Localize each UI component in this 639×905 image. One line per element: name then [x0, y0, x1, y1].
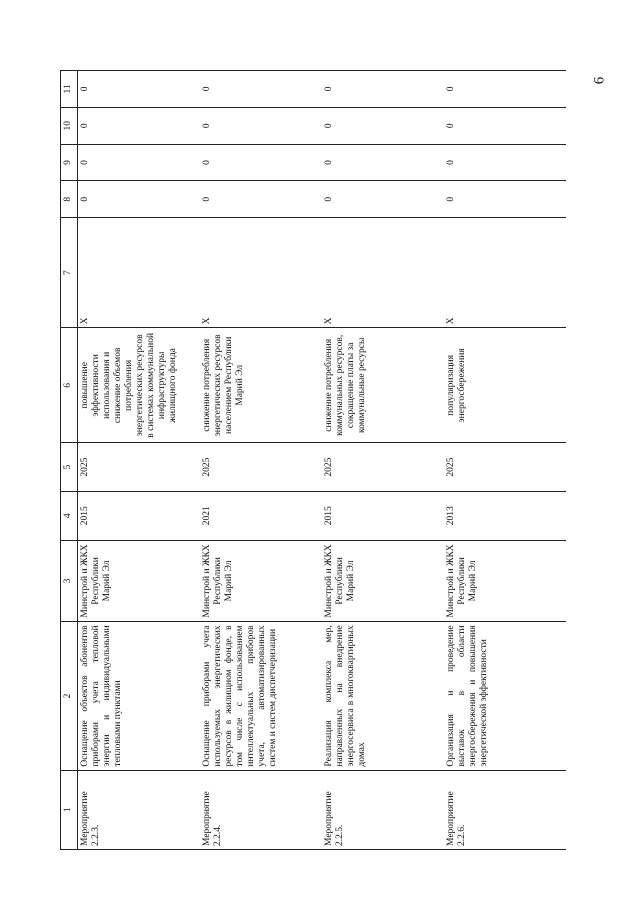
table-row	[322, 71, 444, 850]
activity-id: Мероприятие 2.2.6.	[444, 770, 566, 849]
activity-end-year: 2025	[322, 443, 444, 492]
column-header: 9	[61, 144, 78, 181]
activity-id: Мероприятие 2.2.4.	[200, 770, 322, 849]
activity-name: Оснащение объектов абонентов приборами учета тепловой энергии и индивидуальными тепловыми пунктами	[78, 622, 201, 770]
activity-col11: 0	[200, 71, 322, 108]
column-header: 2	[61, 622, 78, 770]
activity-executor: Минстрой и ЖКХ Республики Марий Эл	[444, 540, 566, 622]
activity-end-year: 2025	[444, 443, 566, 492]
activity-col11: 0	[322, 71, 444, 108]
activity-start-year: 2015	[322, 491, 444, 540]
activity-col9: 0	[444, 144, 566, 181]
table-row	[78, 71, 201, 850]
page-number: 6	[591, 76, 608, 85]
activity-end-year: 2025	[78, 443, 201, 492]
activity-col9: 0	[322, 144, 444, 181]
activity-col7: Х	[78, 218, 201, 328]
activity-name: Организация и проведение выставок в области энергосбережения и повышения энергетической эффективности	[444, 622, 566, 770]
activity-id: Мероприятие 2.2.3.	[78, 770, 201, 849]
column-number-row	[61, 71, 78, 850]
column-header: 6	[61, 328, 78, 443]
column-header: 3	[61, 540, 78, 622]
activity-executor: Минстрой и ЖКХ Республики Марий Эл	[322, 540, 444, 622]
activity-name: Реализация комплекса мер, направленных на внедрение энергосервиса в многоквартирных домах	[322, 622, 444, 770]
rotated-table-container	[60, 70, 560, 850]
activity-col9: 0	[78, 144, 201, 181]
activity-start-year: 2021	[200, 491, 322, 540]
activity-col8: 0	[78, 181, 201, 218]
activity-col8: 0	[444, 181, 566, 218]
activity-result: снижение потребления коммунальных ресурсов, сокращение платы за коммунальные ресурсы	[322, 328, 444, 443]
column-header: 1	[61, 770, 78, 849]
activity-col11: 0	[444, 71, 566, 108]
activity-start-year: 2015	[78, 491, 201, 540]
activity-col7: Х	[444, 218, 566, 328]
table-row	[200, 71, 322, 850]
activity-id: Мероприятие 2.2.5.	[322, 770, 444, 849]
activities-table	[60, 70, 566, 850]
column-header: 8	[61, 181, 78, 218]
column-header: 4	[61, 491, 78, 540]
activity-col8: 0	[322, 181, 444, 218]
activity-col10: 0	[200, 107, 322, 144]
activity-result: снижение потребления энергетических ресурсов населением Республики Марий Эл	[200, 328, 322, 443]
activity-col9: 0	[200, 144, 322, 181]
column-header: 10	[61, 107, 78, 144]
activity-executor: Минстрой и ЖКХ Республики Марий Эл	[200, 540, 322, 622]
activity-executor: Минстрой и ЖКХ Республики Марий Эл	[78, 540, 201, 622]
activity-result: популяризация энергосбережения	[444, 328, 566, 443]
activity-end-year: 2025	[200, 443, 322, 492]
activity-col11: 0	[78, 71, 201, 108]
column-header: 11	[61, 71, 78, 108]
activity-name: Оснащение приборами учета используемых энергетических ресурсов в жилищном фонде, в том числе с использованием интеллектуальных приборов учета, автоматизированных систем и систем диспетчеризации	[200, 622, 322, 770]
activity-col7: Х	[322, 218, 444, 328]
column-header: 5	[61, 443, 78, 492]
activity-result: повышение эффективности использования и снижение объемов потребления энергетических ресурсов в системах коммунальной инфраструктуры жилищного фонда	[78, 328, 201, 443]
column-header: 7	[61, 218, 78, 328]
activity-col10: 0	[444, 107, 566, 144]
activity-col10: 0	[78, 107, 201, 144]
table-row	[444, 71, 566, 850]
activity-col8: 0	[200, 181, 322, 218]
activity-start-year: 2013	[444, 491, 566, 540]
activity-col7: Х	[200, 218, 322, 328]
activity-col10: 0	[322, 107, 444, 144]
